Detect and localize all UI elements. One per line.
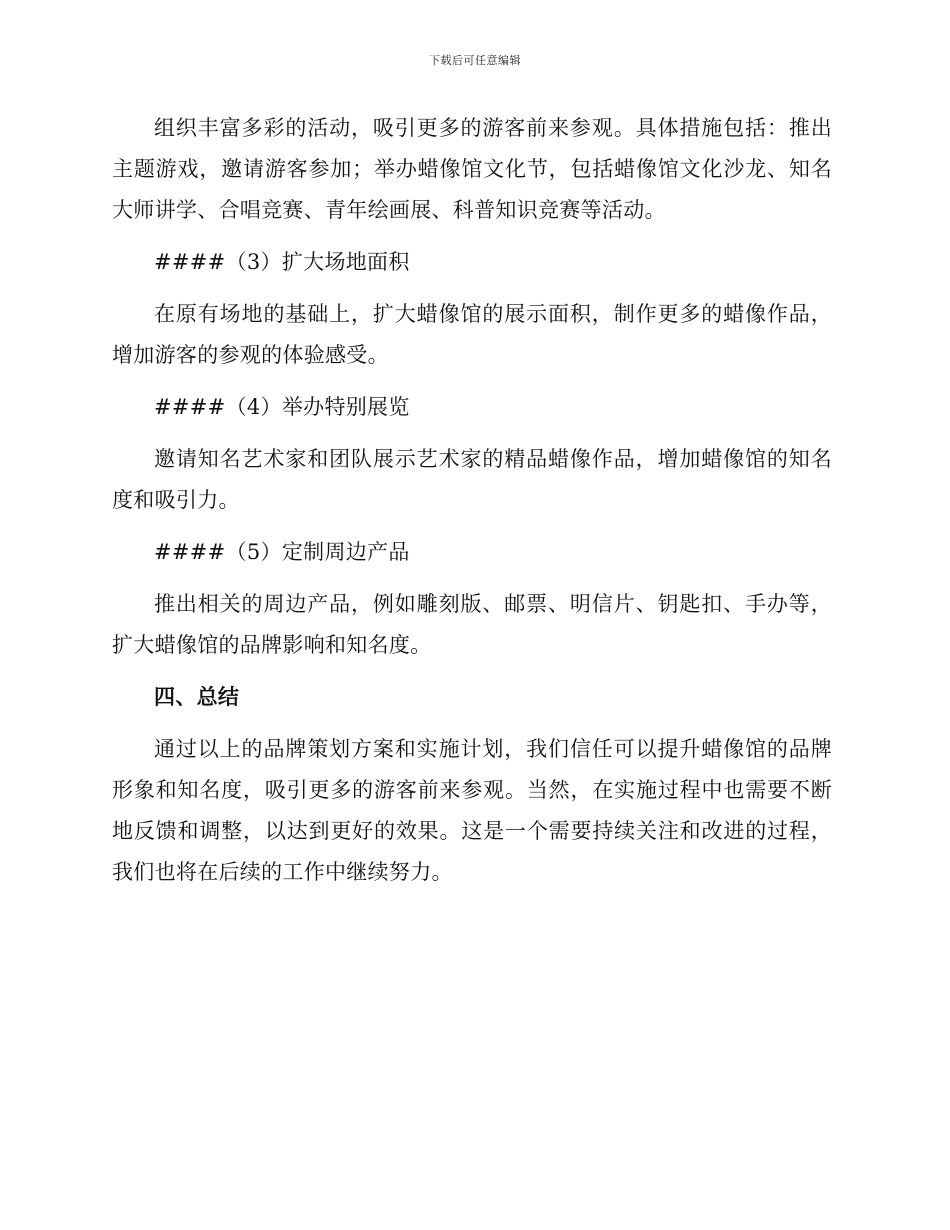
section-title-summary: 四、总结 bbox=[154, 685, 240, 709]
paragraph-custom-merchandise: 推出相关的周边产品，例如雕刻版、邮票、明信片、钥匙扣、手办等，扩大蜡像馆的品牌影响和知名度。 bbox=[112, 592, 832, 657]
heading-special-exhibition: ####（4）举办特别展览 bbox=[154, 395, 410, 419]
paragraph-expand-venue: 在原有场地的基础上，扩大蜡像馆的展示面积，制作更多的蜡像作品，增加游客的参观的体验感受。 bbox=[112, 302, 832, 367]
page-header: 下载后可任意编辑 bbox=[429, 54, 521, 67]
spacer bbox=[112, 231, 832, 242]
spacer bbox=[112, 428, 832, 439]
paragraph-summary: 通过以上的品牌策划方案和实施计划，我们信任可以提升蜡像馆的品牌形象和知名度，吸引更多的游客前来参观。当然，在实施过程中也需要不断地反馈和调整，以达到更好的效果。这是一个需要持续关注和改进的过程，我们也将在后续的工作中继续努力。 bbox=[112, 737, 832, 884]
spacer bbox=[112, 283, 832, 294]
spacer bbox=[112, 521, 832, 532]
document-body bbox=[112, 108, 832, 893]
heading-custom-merchandise: ####（5）定制周边产品 bbox=[154, 540, 410, 564]
spacer bbox=[112, 573, 832, 584]
spacer bbox=[112, 718, 832, 729]
paragraph-activities: 组织丰富多彩的活动，吸引更多的游客前来参观。具体措施包括：推出主题游戏，邀请游客参加；举办蜡像馆文化节，包括蜡像馆文化沙龙、知名大师讲学、合唱竞赛、青年绘画展、科普知识竞赛等活动。 bbox=[112, 116, 832, 222]
heading-expand-venue: ####（3）扩大场地面积 bbox=[154, 250, 410, 274]
spacer bbox=[112, 666, 832, 677]
paragraph-special-exhibition: 邀请知名艺术家和团队展示艺术家的精品蜡像作品，增加蜡像馆的知名度和吸引力。 bbox=[112, 447, 832, 512]
spacer bbox=[112, 376, 832, 387]
